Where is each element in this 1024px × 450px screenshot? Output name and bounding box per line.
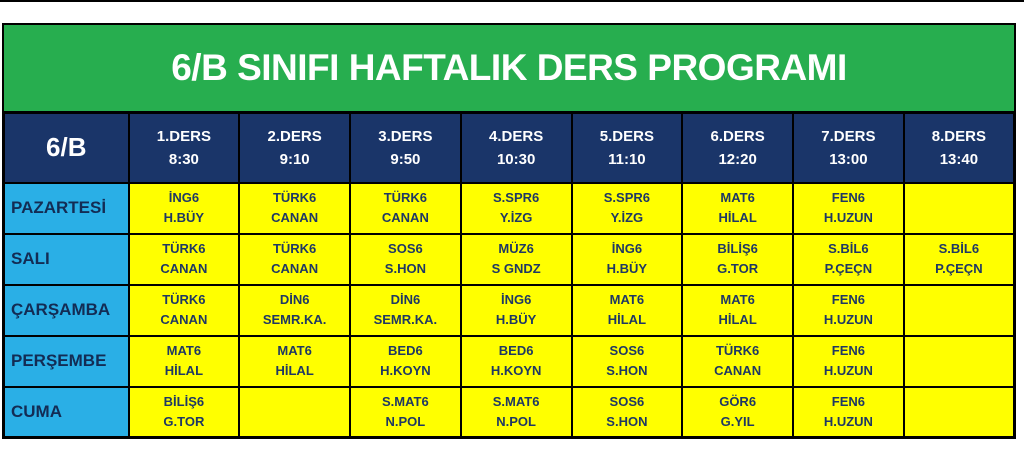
lesson-time: 9:50 [390, 150, 421, 168]
subject-text: TÜRK6 [715, 342, 760, 358]
subject-text: SOS6 [609, 393, 645, 409]
day-label-monday: PAZARTESİ [4, 183, 129, 234]
lesson-time: 10:30 [496, 150, 536, 168]
subject-text: S.SPR6 [493, 189, 540, 205]
teacher-text: G.TOR [163, 413, 205, 429]
teacher-text: HİLAL [718, 210, 757, 225]
lesson-cell-empty [904, 387, 1015, 438]
teacher-text: SEMR.KA. [373, 312, 438, 327]
teacher-text: CANAN [160, 261, 208, 276]
top-border-line [0, 0, 1024, 2]
teacher-text: H.KOYN [490, 363, 542, 378]
teacher-text: CANAN [714, 363, 762, 378]
lesson-cell [793, 387, 904, 438]
table-row-thursday [4, 336, 1015, 387]
table-header [4, 113, 1015, 183]
lesson-cell [572, 183, 683, 234]
lesson-number: 6.DERS [710, 127, 765, 145]
subject-text: GÖR6 [719, 393, 757, 409]
lesson-number: 7.DERS [821, 127, 876, 145]
teacher-text: H.UZUN [823, 413, 873, 429]
subject-text: SOS6 [609, 342, 645, 358]
lesson-number: 3.DERS [378, 127, 433, 145]
subject-text: MAT6 [720, 291, 755, 307]
teacher-text: HİLAL [607, 312, 647, 327]
lesson-number: 8.DERS [931, 127, 986, 145]
day-label-tuesday: SALI [4, 234, 129, 285]
subject-text: MAT6 [720, 189, 755, 205]
day-label-thursday: PERŞEMBE [4, 336, 129, 387]
teacher-text: H.BÜY [606, 261, 648, 276]
subject-text: MAT6 [609, 291, 645, 307]
column-header-4 [461, 113, 572, 183]
subject-text: S.MAT6 [492, 393, 540, 409]
subject-text: S.SPR6 [603, 189, 650, 205]
subject-text: TÜRK6 [272, 240, 317, 256]
column-header-3 [350, 113, 461, 183]
lesson-cell [239, 285, 350, 336]
teacher-text: CANAN [271, 261, 319, 276]
teacher-text: HİLAL [164, 363, 204, 378]
subject-text: S.MAT6 [382, 393, 429, 409]
lesson-cell [793, 285, 904, 336]
lesson-cell [239, 336, 350, 387]
lesson-cell [350, 285, 461, 336]
subject-text: FEN6 [831, 189, 865, 205]
teacher-text: Y.İZG [610, 210, 644, 225]
lesson-cell [793, 234, 904, 285]
lesson-cell-empty [904, 183, 1015, 234]
lesson-cell [129, 183, 240, 234]
subject-text: MAT6 [277, 342, 312, 358]
lesson-time: 11:10 [608, 150, 646, 168]
teacher-text: S.HON [606, 363, 648, 378]
teacher-text: P.ÇEÇN [935, 261, 983, 276]
lesson-cell [682, 285, 793, 336]
teacher-text: G.TOR [717, 261, 759, 276]
subject-text: FEN6 [831, 291, 865, 307]
subject-text: İNG6 [168, 189, 200, 205]
table-row-wednesday [4, 285, 1015, 336]
teacher-text: H.UZUN [823, 312, 873, 327]
lesson-cell [350, 234, 461, 285]
subject-text: BİLİŞ6 [163, 393, 205, 409]
lesson-cell-empty [904, 336, 1015, 387]
class-label: 6/B [4, 113, 129, 183]
subject-text: İNG6 [611, 240, 643, 256]
teacher-text: N.POL [385, 413, 426, 429]
lesson-cell [129, 234, 240, 285]
lesson-cell [572, 234, 683, 285]
subject-text: TÜRK6 [383, 189, 428, 205]
subject-text: TÜRK6 [162, 291, 206, 307]
teacher-text: H.UZUN [823, 210, 873, 225]
teacher-text: H.BÜY [163, 210, 205, 225]
table-row-monday [4, 183, 1015, 234]
lesson-cell [350, 387, 461, 438]
lesson-cell [682, 387, 793, 438]
column-header-6 [682, 113, 793, 183]
subject-text: BİLİŞ6 [717, 240, 758, 256]
table-row-friday [4, 387, 1015, 438]
header-row [4, 113, 1015, 183]
lesson-time: 13:00 [829, 150, 868, 168]
teacher-text: S.HON [384, 261, 426, 276]
lesson-cell [682, 336, 793, 387]
teacher-text: P.ÇEÇN [824, 261, 873, 276]
lesson-cell [129, 387, 240, 438]
page-title: 6/B SINIFI HAFTALIK DERS PROGRAMI [171, 47, 847, 88]
subject-text: SOS6 [388, 240, 423, 256]
day-label-friday: CUMA [4, 387, 129, 438]
lesson-cell [572, 336, 683, 387]
lesson-number: 1.DERS [156, 127, 211, 145]
subject-text: MAT6 [166, 342, 202, 358]
lesson-number: 2.DERS [267, 127, 322, 145]
teacher-text: HİLAL [718, 312, 757, 327]
teacher-text: S GNDZ [491, 261, 541, 276]
lesson-cell [793, 336, 904, 387]
teacher-text: SEMR.KA. [262, 312, 327, 327]
lesson-number: 5.DERS [599, 127, 654, 145]
subject-text: FEN6 [831, 393, 865, 409]
lesson-cell [572, 285, 683, 336]
subject-text: DİN6 [279, 291, 310, 307]
lesson-cell [461, 387, 572, 438]
lesson-cell-empty [239, 387, 350, 438]
lesson-cell [350, 336, 461, 387]
lesson-cell [793, 183, 904, 234]
lesson-time: 13:40 [939, 150, 979, 168]
teacher-text: HİLAL [275, 363, 314, 378]
column-header-5 [572, 113, 683, 183]
subject-text: BED6 [498, 342, 534, 358]
teacher-text: H.BÜY [495, 312, 537, 327]
day-label-wednesday: ÇARŞAMBA [4, 285, 129, 336]
teacher-text: CANAN [271, 210, 319, 225]
lesson-cell [239, 183, 350, 234]
column-header-7 [793, 113, 904, 183]
lesson-cell [682, 234, 793, 285]
column-header-2 [239, 113, 350, 183]
lesson-cell-empty [904, 285, 1015, 336]
lesson-time: 8:30 [168, 150, 199, 168]
lesson-cell [129, 336, 240, 387]
lesson-cell [239, 234, 350, 285]
lesson-cell [904, 234, 1015, 285]
title-banner [2, 23, 1016, 113]
lesson-cell [350, 183, 461, 234]
schedule-sheet [2, 23, 1016, 439]
lesson-number: 4.DERS [489, 127, 544, 145]
subject-text: BED6 [388, 342, 423, 358]
table-row-tuesday [4, 234, 1015, 285]
subject-text: S.BİL6 [828, 240, 869, 256]
subject-text: S.BİL6 [938, 240, 980, 256]
lesson-time: 9:10 [279, 150, 310, 168]
lesson-cell [129, 285, 240, 336]
lesson-cell [461, 183, 572, 234]
lesson-cell [461, 234, 572, 285]
subject-text: MÜZ6 [498, 240, 534, 256]
column-header-1 [129, 113, 240, 183]
lesson-cell [572, 387, 683, 438]
subject-text: FEN6 [831, 342, 865, 358]
teacher-text: G.YIL [720, 413, 755, 429]
lesson-cell [461, 285, 572, 336]
teacher-text: S.HON [606, 413, 648, 429]
subject-text: TÜRK6 [272, 189, 317, 205]
teacher-text: H.KOYN [380, 363, 431, 378]
teacher-text: CANAN [381, 210, 429, 225]
schedule-table [2, 111, 1016, 439]
teacher-text: CANAN [160, 312, 208, 327]
subject-text: TÜRK6 [162, 240, 206, 256]
table-body [4, 183, 1015, 438]
teacher-text: H.UZUN [823, 363, 873, 378]
subject-text: İNG6 [500, 291, 532, 307]
column-header-8 [904, 113, 1015, 183]
lesson-cell [682, 183, 793, 234]
subject-text: DİN6 [390, 291, 421, 307]
lesson-time: 12:20 [718, 150, 757, 168]
teacher-text: Y.İZG [499, 210, 533, 225]
teacher-text: N.POL [496, 413, 536, 429]
lesson-cell [461, 336, 572, 387]
